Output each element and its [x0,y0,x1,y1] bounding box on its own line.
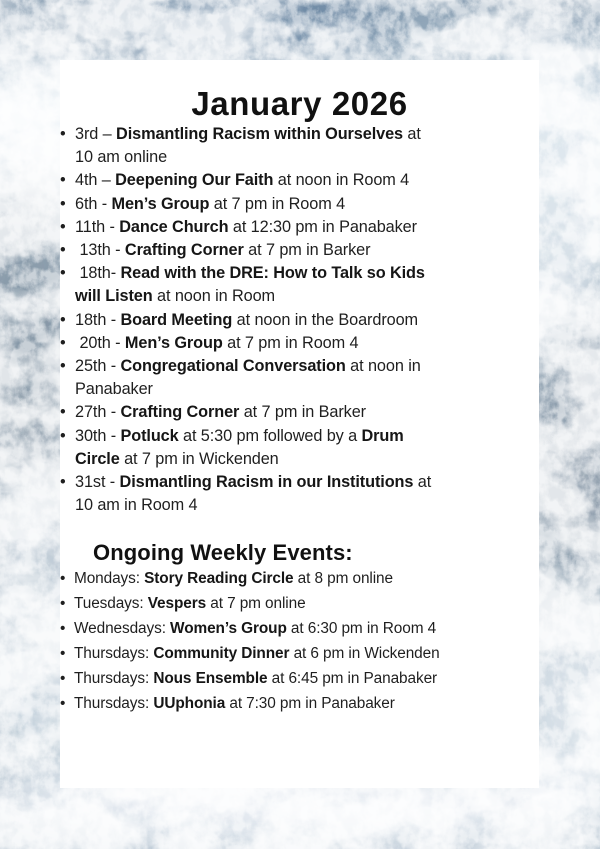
event-text: 18th - Board Meeting at noon in the Boardroom [75,310,419,329]
event-item [60,566,539,591]
bullet-marker: • [60,695,66,713]
weekly-events-heading: Ongoing Weekly Events: [93,540,353,566]
event-text: Thursdays: Nous Ensemble at 6:45 pm in Panabaker [74,670,438,688]
bullet-marker: • [60,357,66,376]
event-item [60,169,539,192]
event-text: 27th - Crafting Corner at 7 pm in Barker [75,403,366,422]
bullet-marker: • [60,426,66,445]
event-text: 30th - Potluck at 5:30 pm followed by a Drum Circle at 7 pm in Wickenden [75,426,404,468]
bullet-marker: • [60,670,66,688]
bullet-marker: • [60,125,66,143]
bullet-marker: • [60,403,66,422]
event-item [60,401,539,424]
event-text: Mondays: Story Reading Circle at 8 pm online [74,570,393,588]
bullet-marker: • [60,310,66,329]
event-text: Tuesdays: Vespers at 7 pm online [74,595,306,613]
event-item [60,193,539,216]
event-item [60,691,539,716]
bullet-marker: • [60,570,66,588]
event-item [60,471,539,517]
bullet-marker: • [60,171,66,190]
event-text: 25th - Congregational Conversation at noon in Panabaker [75,357,421,399]
event-text: 6th - Men’s Group at 7 pm in Room 4 [75,194,346,213]
event-text: 13th - Crafting Corner at 7 pm in Barker [75,241,371,260]
bullet-marker: • [60,194,66,213]
event-text: Wednesdays: Women’s Group at 6:30 pm in Room 4 [74,620,437,638]
event-text: 20th - Men’s Group at 7 pm in Room 4 [75,333,359,352]
event-item [60,332,539,355]
bullet-marker: • [60,473,66,492]
event-text: 18th- Read with the DRE: How to Talk so Kids will Listen at noon in Room [75,264,425,306]
bullet-marker: • [60,620,66,638]
weekly-event-list [60,566,539,716]
event-item [60,591,539,616]
bullet-marker: • [60,333,66,352]
monthly-event-list [60,123,539,517]
event-text: Thursdays: UUphonia at 7:30 pm in Panabaker [74,695,395,713]
event-item [60,216,539,239]
event-text: Thursdays: Community Dinner at 6 pm in Wickenden [74,645,440,663]
event-item [60,616,539,641]
event-item [60,355,539,401]
bullet-marker: • [60,595,66,613]
event-item [60,641,539,666]
bullet-marker: • [60,217,66,236]
event-text: 3rd – Dismantling Racism within Ourselves at 10 am online [75,125,421,167]
event-text: 4th – Deepening Our Faith at noon in Room 4 [75,171,410,190]
bullet-marker: • [60,241,66,260]
page-title: January 2026 [191,85,408,122]
event-item [60,262,539,308]
event-card [60,60,539,788]
event-item [60,425,539,471]
event-text: 11th - Dance Church at 12:30 pm in Panabaker [75,217,417,236]
event-item [60,666,539,691]
event-item [60,123,539,169]
event-item [60,309,539,332]
event-text: 31st - Dismantling Racism in our Institutions at 10 am in Room 4 [75,473,432,515]
bullet-marker: • [60,645,66,663]
bullet-marker: • [60,264,66,283]
event-item [60,239,539,262]
